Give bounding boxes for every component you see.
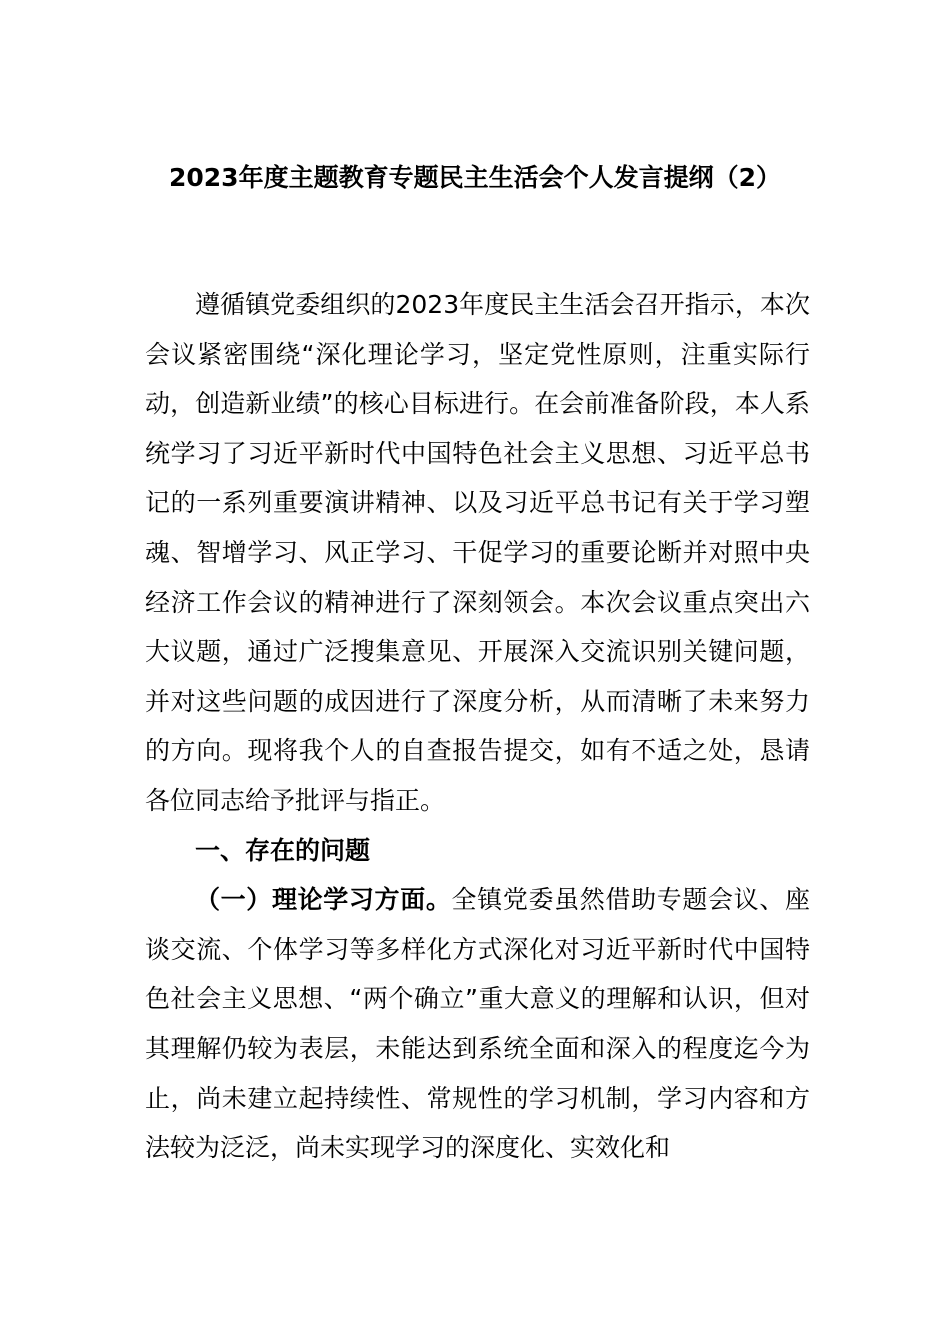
document-title: 2023年度主题教育专题民主生活会个人发言提纲（2） <box>169 163 781 192</box>
section-heading: 一、存在的问题 <box>195 835 371 865</box>
subsection-text: 全镇党委虽然借助专题会议、座谈交流、个体学习等多样化方式深化对习近平新时代中国特色社会主义思想、“两个确立”重大意义的理解和认识，但对其理解仍较为表层，未能达到系统全面和深入的程度迄今为止，尚未建立起持续性、常规性的学习机制，学习内容和方法较为泛泛，尚未实现学习的深度化、实效化和 <box>145 885 810 1163</box>
document-body <box>145 280 810 1173</box>
intro-paragraph: 遵循镇党委组织的2023年度民主生活会召开指示，本次会议紧密围绕“深化理论学习，坚定党性原则，注重实际行动，创造新业绩”的核心目标进行。在会前准备阶段，本人系统学习了习近平新时代中国特色社会主义思想、习近平总书记的一系列重要演讲精神、以及习近平总书记有关于学习塑魂、智增学习、风正学习、干促学习的重要论断并对照中央经济工作会议的精神进行了深刻领会。本次会议重点突出六大议题，通过广泛搜集意见、开展深入交流识别关键问题，并对这些问题的成因进行了深度分析，从而清晰了未来努力的方向。现将我个人的自查报告提交，如有不适之处，恳请各位同志给予批评与指正。 <box>145 290 810 815</box>
subsection-heading: （一）理论学习方面。 <box>195 885 452 915</box>
subsection-paragraph <box>145 875 810 1173</box>
